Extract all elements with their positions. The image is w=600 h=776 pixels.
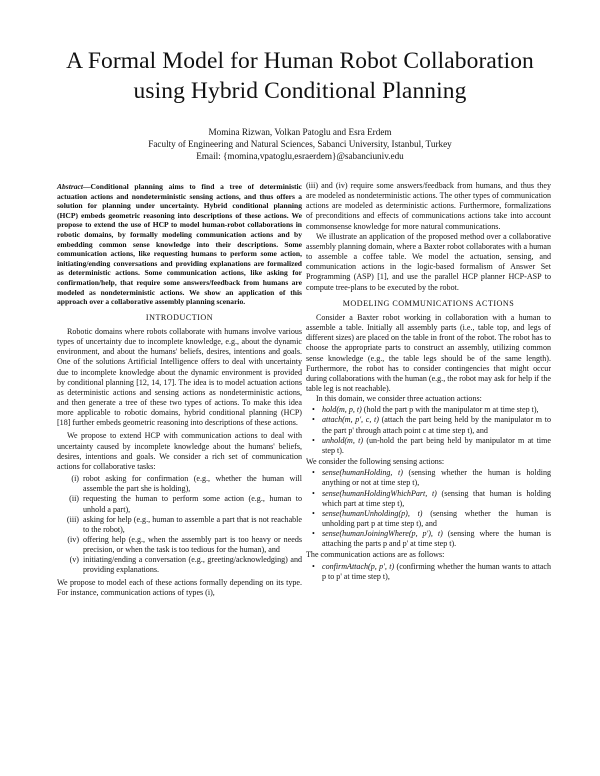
list-item: [57, 535, 302, 555]
intro-paragraph-1: Robotic domains where robots collaborate with humans involve various types of uncertainty due to incomplete knowledge, e.g., about the dynamic environment, and about the humans' beliefs, desires, intentions and goals. One of the solutions Artificial Intelligence offers to deal with uncertainty due to incomplete knowledge about the dynamic environment is provided by conditional planning [12, 14, 17]. The idea is to model actuation actions as deterministic actions and sensing actions as nondeterministic actions, and then generate a tree of these two types of actions. To make this idea more applicable to robotic domains, hybrid conditional planning (HCP) [18] further embeds geometric reasoning into descriptions of these actions.: [57, 326, 302, 428]
action-description: (hold the part p with the manipulator m at time step t),: [361, 405, 539, 415]
list-item: [306, 468, 551, 488]
action-args: (m, p', c, t): [342, 415, 379, 425]
action-description: (confirming whether the human wants to attach p to p' at time step t),: [322, 561, 551, 581]
action-description: (sensing that human is holding which part at time step t),: [322, 488, 551, 508]
actuation-actions-list: [306, 405, 551, 456]
section-heading-modeling: MODELING COMMUNICATIONS ACTIONS: [342, 298, 515, 308]
action-args: (humanHolding, t): [339, 468, 403, 478]
action-name: attach: [322, 415, 343, 425]
action-name: sense: [322, 488, 340, 498]
list-item-number: (i): [71, 474, 79, 484]
list-item: [306, 489, 551, 509]
title-line-1: A Formal Model for Human Robot Collaboration: [66, 48, 534, 74]
email: Email: {momina,vpatoglu,esraerdem}@sabanciuniv.edu: [196, 151, 404, 161]
communication-intro: The communication actions are as follows:: [306, 550, 445, 560]
action-args: (humanJoiningWhere(p, p'), t): [339, 529, 443, 539]
action-name: confirmAttach: [322, 561, 369, 571]
abstract: [57, 182, 302, 307]
action-description: (attach the part being held by the manipulator m to the part p' through attach point c at time step t), and: [322, 415, 552, 435]
abstract-label: Abstract: [57, 182, 83, 191]
action-description: (sensing whether the human is holding anything or not at time step t),: [322, 468, 551, 488]
action-name: sense: [322, 508, 340, 518]
list-item: [57, 494, 302, 514]
list-item-number: (v): [69, 555, 79, 565]
action-args: (m, p, t): [336, 405, 362, 415]
action-name: unhold: [322, 435, 345, 445]
list-item-text: requesting the human to perform some action (e.g., human to unhold a part),: [83, 494, 302, 514]
action-description: (un-hold the part being held by manipulator m at time step t).: [322, 435, 551, 455]
list-item-number: (iv): [67, 535, 79, 544]
list-item: [57, 474, 302, 494]
list-item-number: (ii): [69, 494, 79, 504]
list-item: [306, 436, 551, 456]
modeling-paragraph-1: Consider a Baxter robot working in collaboration with a human to assemble a table. Initially all assembly parts (i.e., table top, and legs of different sizes) are placed on the table in front of the robot. The robot has to choose the appropriate parts to construct an assembly, utilizing common sense knowledge (e.g., the table legs should be of the same length). Furthermore, the robot has to consider contingencies that might occur during collaborations with the human (e.g., the robot may ask for help if the table leg is not reachable).: [306, 312, 551, 393]
list-item: [306, 562, 551, 582]
communication-types-list: [57, 474, 302, 576]
left-column: [57, 182, 302, 598]
action-name: sense: [322, 468, 340, 478]
sensing-intro: We consider the following sensing actions:: [306, 457, 445, 467]
actuation-intro: In this domain, we consider three actuation actions:: [316, 394, 482, 404]
list-item: [306, 405, 551, 415]
list-item-text: offering help (e.g., when the assembly part is too heavy or needs precision, or when the task is too tedious for the human), and: [83, 535, 302, 555]
section-heading-introduction: INTRODUCTION: [145, 312, 214, 322]
title-line-2: using Hybrid Conditional Planning: [133, 78, 467, 104]
affiliation: Faculty of Engineering and Natural Sciences, Sabanci University, Istanbul, Turkey: [148, 139, 452, 149]
right-column: [306, 181, 551, 583]
list-item: [57, 515, 302, 535]
action-args: (m, t): [344, 435, 364, 445]
intro-paragraph-3: We propose to model each of these actions formally depending on its type. For instance, communication actions of types (i),: [57, 577, 302, 597]
list-item-text: asking for help (e.g., human to assemble a part that is not reachable to the robot),: [83, 514, 302, 534]
list-item-number: (iii): [66, 514, 79, 524]
action-args: (p, p', t): [368, 561, 395, 571]
list-item: [57, 555, 302, 575]
author-names: Momina Rizwan, Volkan Patoglu and Esra Erdem: [208, 127, 392, 137]
communication-actions-list: [306, 562, 551, 582]
action-args: (humanHoldingWhichPart, t): [339, 488, 437, 498]
list-item-text: initiating/ending a conversation (e.g., greeting/acknowledging) and providing explanations.: [83, 555, 302, 575]
action-name: sense: [322, 529, 340, 539]
action-description: (sensing whether the human is unholding part p at time step t), and: [322, 508, 551, 528]
abstract-text: —Conditional planning aims to find a tree of deterministic actuation actions and nondeterministic sensing actions, and thus offers a solution for planning under uncertainty. Hybrid conditional planning (HCP) embeds geometric reasoning into descriptions of these actions. We propose to extend the use of HCP to model human-robot collaborations in robotic domains, by formally modeling communication actions and by embedding common sense knowledge into their descriptions. Some communication actions, like requesting humans to perform some action, initiating/ending conversations and providing explanations are formalized as deterministic actions. Some communication actions, like asking for confirmation/help, that require some answers/feedback from humans are modeled as nondeterministic actions. We show an application of this approach over a collaborative assembly planning scenario.: [57, 182, 302, 307]
right-paragraph-2: We illustrate an application of the proposed method over a collaborative assembly planning domain, where a Baxter robot collaborates with a human to assemble a coffee table. We model the actuation, sensing, and communication actions in the logic-based formalism of Answer Set Programming (ASP) [1], and use the parallel HCP planner HCP-ASP to compute tree-plans to be executed by the robot.: [306, 231, 551, 292]
action-args: (humanUnholding(p), t): [339, 508, 423, 518]
list-item: [306, 509, 551, 529]
list-item-text: robot asking for confirmation (e.g., whether the human will assemble the part she is holding),: [83, 474, 302, 494]
intro-paragraph-2: We propose to extend HCP with communication actions to deal with uncertainty caused by incomplete knowledge about the humans' beliefs, desires, intentions and goals. We consider a rich set of communication actions for collaborative tasks:: [57, 431, 302, 471]
list-item: [306, 529, 551, 549]
list-item: [306, 415, 551, 435]
action-name: hold: [322, 405, 337, 415]
sensing-actions-list: [306, 468, 551, 549]
author-block: [40, 126, 560, 162]
paper-title: [40, 46, 560, 106]
right-paragraph-1: (iii) and (iv) require some answers/feedback from humans, and thus they are modeled as nondeterministic actions. The other types of communication actions are modeled as deterministic actions. Furthermore, formalizations of preconditions and effects of communications actions take into account commonsense knowledge for more natural communications.: [306, 181, 551, 231]
action-description: (sensing where the human is attaching the parts p and p' at time step t).: [322, 529, 551, 549]
